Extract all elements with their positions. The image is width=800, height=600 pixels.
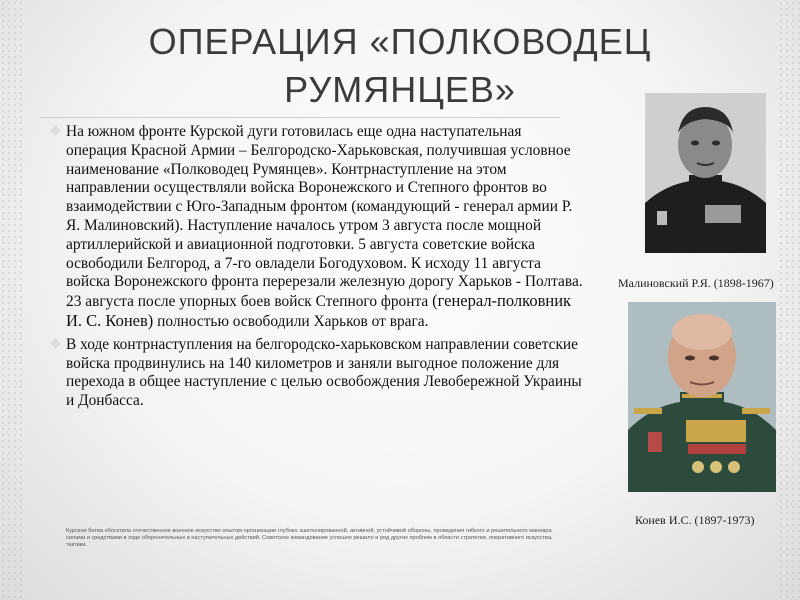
slide-title <box>80 18 720 114</box>
slide-title-line1: ОПЕРАЦИЯ «ПОЛКОВОДЕЦ <box>148 21 652 62</box>
portrait-caption-malinovsky: Малиновский Р.Я. (1898-1967) <box>618 276 774 290</box>
portrait-caption-konev: Конев И.С. (1897-1973) <box>635 513 755 527</box>
portrait-photo-konev <box>628 302 776 492</box>
footnote-text: Курская битва обогатила отечественное военное искусство опытом организации глубоко эшелонированной, активной, устойчивой обороны, проведения гибкого и решительного маневра силами и средствами в ходе оборонительных и наступательных действий. Советское командование успешно решило и ряд других проблем в области стратегии, оперативного искусства, тактики. <box>66 528 553 548</box>
body-paragraph-1 <box>50 123 585 332</box>
paragraph-1-tail: полностью освободили Харьков от врага. <box>153 312 429 330</box>
slide-body <box>50 123 585 415</box>
body-paragraph-2 <box>50 336 585 411</box>
left-decorative-dots <box>0 0 22 600</box>
right-decorative-dots <box>778 0 800 600</box>
bullet-icon: ◆ <box>50 335 61 351</box>
bullet-icon: ◆ <box>50 123 61 138</box>
slide-title-line2: РУМЯНЦЕВ» <box>284 69 516 110</box>
paragraph-2-text: В ходе контрнаступления на белгородско-харьковском направлении советские войска продвинулись на 140 километров и заняли выгодное положение для перехода в общее наступление с целью освобождения Левобережной Украины и Донбасса. <box>66 335 582 410</box>
paragraph-1-emphasis: (генерал-полковник И. С. Конев) <box>66 291 572 330</box>
paragraph-1-text: На южном фронте Курской дуги готовилась еще одна наступательная операция Красной Армии – Белгородско-Харьковская, получившая условное наименование «Полководец Румянцев». Контрнаступление на этом направлении осуществляли войска Воронежского и Степного фронтов во взаимодействии с Юго-Западным фронтом (командующий - генерал армии Р. Я. Малиновский). Наступление началось утром 3 августа после мощной артиллерийской и авиационной подготовки. 5 августа советские войска освободили Белгород, а 7-го овладели Богодуховом. К исходу 11 августа войска Воронежского фронта перерезали железную дорогу Харьков - Полтава. 23 августа после упорных боев войск Степного фронта <box>66 123 583 311</box>
portrait-photo-malinovsky <box>645 93 766 253</box>
title-divider <box>40 117 560 118</box>
